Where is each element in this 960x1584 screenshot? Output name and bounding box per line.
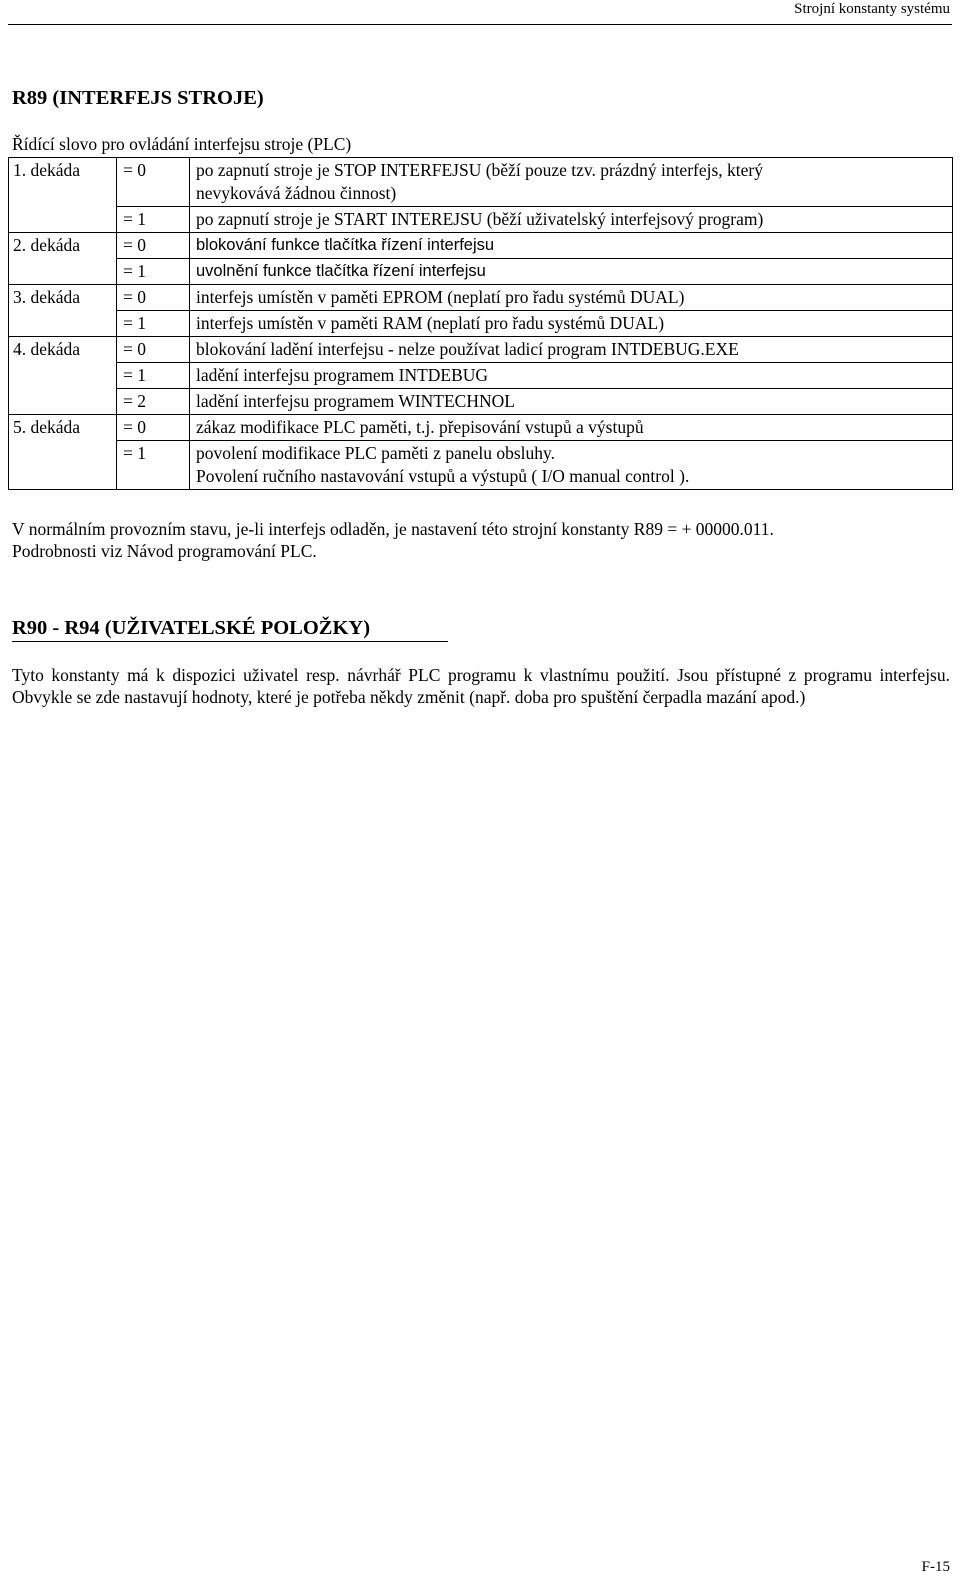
decade-value: = 1 — [117, 207, 190, 233]
table-row — [9, 441, 953, 490]
header-rule — [8, 24, 952, 25]
description-line: nevykovává žádnou činnost) — [196, 183, 397, 203]
decade-value: = 1 — [117, 363, 190, 389]
decade-label: 5. dekáda — [9, 415, 117, 441]
decade-label — [9, 207, 117, 233]
table-row — [9, 363, 953, 389]
decade-description — [190, 337, 953, 363]
decade-label — [9, 441, 117, 490]
decade-value: = 1 — [117, 311, 190, 337]
description-line: blokování ladění interfejsu - nelze používat ladicí program INTDEBUG.EXE — [196, 339, 739, 359]
decade-description — [190, 158, 953, 207]
decade-description — [190, 285, 953, 311]
decade-label: 3. dekáda — [9, 285, 117, 311]
decade-description — [190, 233, 953, 259]
decade-value: = 0 — [117, 337, 190, 363]
running-header: Strojní konstanty systému — [794, 1, 950, 17]
decade-label — [9, 311, 117, 337]
decade-value: = 0 — [117, 158, 190, 207]
decade-label: 4. dekáda — [9, 337, 117, 363]
decade-description — [190, 389, 953, 415]
decade-value: = 0 — [117, 415, 190, 441]
decade-description — [190, 311, 953, 337]
description-line: interfejs umístěn v paměti EPROM (neplatí pro řadu systémů DUAL) — [196, 287, 685, 307]
decade-value: = 0 — [117, 285, 190, 311]
decade-value: = 1 — [117, 441, 190, 490]
section-title-r89: R89 (INTERFEJS STROJE) — [12, 87, 264, 109]
table-row — [9, 415, 953, 441]
decade-label — [9, 259, 117, 285]
page-number: F-15 — [921, 1559, 950, 1575]
table-row — [9, 233, 953, 259]
description-line: ladění interfejsu programem INTDEBUG — [196, 365, 489, 385]
table-row — [9, 389, 953, 415]
decade-description — [190, 207, 953, 233]
section-title-r90-r94: R90 - R94 (UŽIVATELSKÉ POLOŽKY) — [12, 617, 371, 639]
decade-table — [8, 157, 953, 490]
decade-value: = 1 — [117, 259, 190, 285]
table-row — [9, 259, 953, 285]
table-row — [9, 311, 953, 337]
decade-description — [190, 259, 953, 285]
table-row — [9, 285, 953, 311]
description-line: blokování funkce tlačítka řízení interfejsu — [196, 236, 495, 254]
decade-description — [190, 415, 953, 441]
table-row — [9, 158, 953, 207]
table-row — [9, 207, 953, 233]
description-line: po zapnutí stroje je START INTEREJSU (běží uživatelský interfejsový program) — [196, 209, 764, 229]
decade-value: = 0 — [117, 233, 190, 259]
description-line: povolení modifikace PLC paměti z panelu obsluhy. — [196, 443, 555, 463]
description-line: ladění interfejsu programem WINTECHNOL — [196, 391, 515, 411]
title-underline — [12, 641, 448, 642]
note-line: V normálním provozním stavu, je-li interfejs odladěn, je nastavení této strojní konstanty R89 = + 00000.011. — [12, 519, 774, 539]
note-line: Podrobnosti viz Návod programování PLC. — [12, 541, 317, 561]
description-line: po zapnutí stroje je STOP INTERFEJSU (běží pouze tzv. prázdný interfejs, který — [196, 160, 763, 180]
description-line: zákaz modifikace PLC paměti, t.j. přepisování vstupů a výstupů — [196, 417, 644, 437]
decade-label — [9, 389, 117, 415]
description-line: uvolnění funkce tlačítka řízení interfejsu — [196, 262, 486, 280]
decade-value: = 2 — [117, 389, 190, 415]
decade-label: 2. dekáda — [9, 233, 117, 259]
decade-description — [190, 363, 953, 389]
table-row — [9, 337, 953, 363]
decade-description — [190, 441, 953, 490]
description-line: Povolení ručního nastavování vstupů a výstupů ( I/O manual control ). — [196, 466, 690, 486]
body-paragraph: Tyto konstanty má k dispozici uživatel resp. návrhář PLC programu k vlastnímu použití. Jsou přístupné z programu interfejsu. Obvykle se zde nastavují hodnoty, které je potřeba někdy změnit (např. doba pro spuštění čerpadla mazání apod.) — [12, 665, 950, 707]
decade-label: 1. dekáda — [9, 158, 117, 207]
note-paragraph — [12, 518, 950, 562]
section-intro: Řídící slovo pro ovládání interfejsu stroje (PLC) — [12, 134, 352, 154]
decade-label — [9, 363, 117, 389]
description-line: interfejs umístěn v paměti RAM (neplatí pro řadu systémů DUAL) — [196, 313, 665, 333]
